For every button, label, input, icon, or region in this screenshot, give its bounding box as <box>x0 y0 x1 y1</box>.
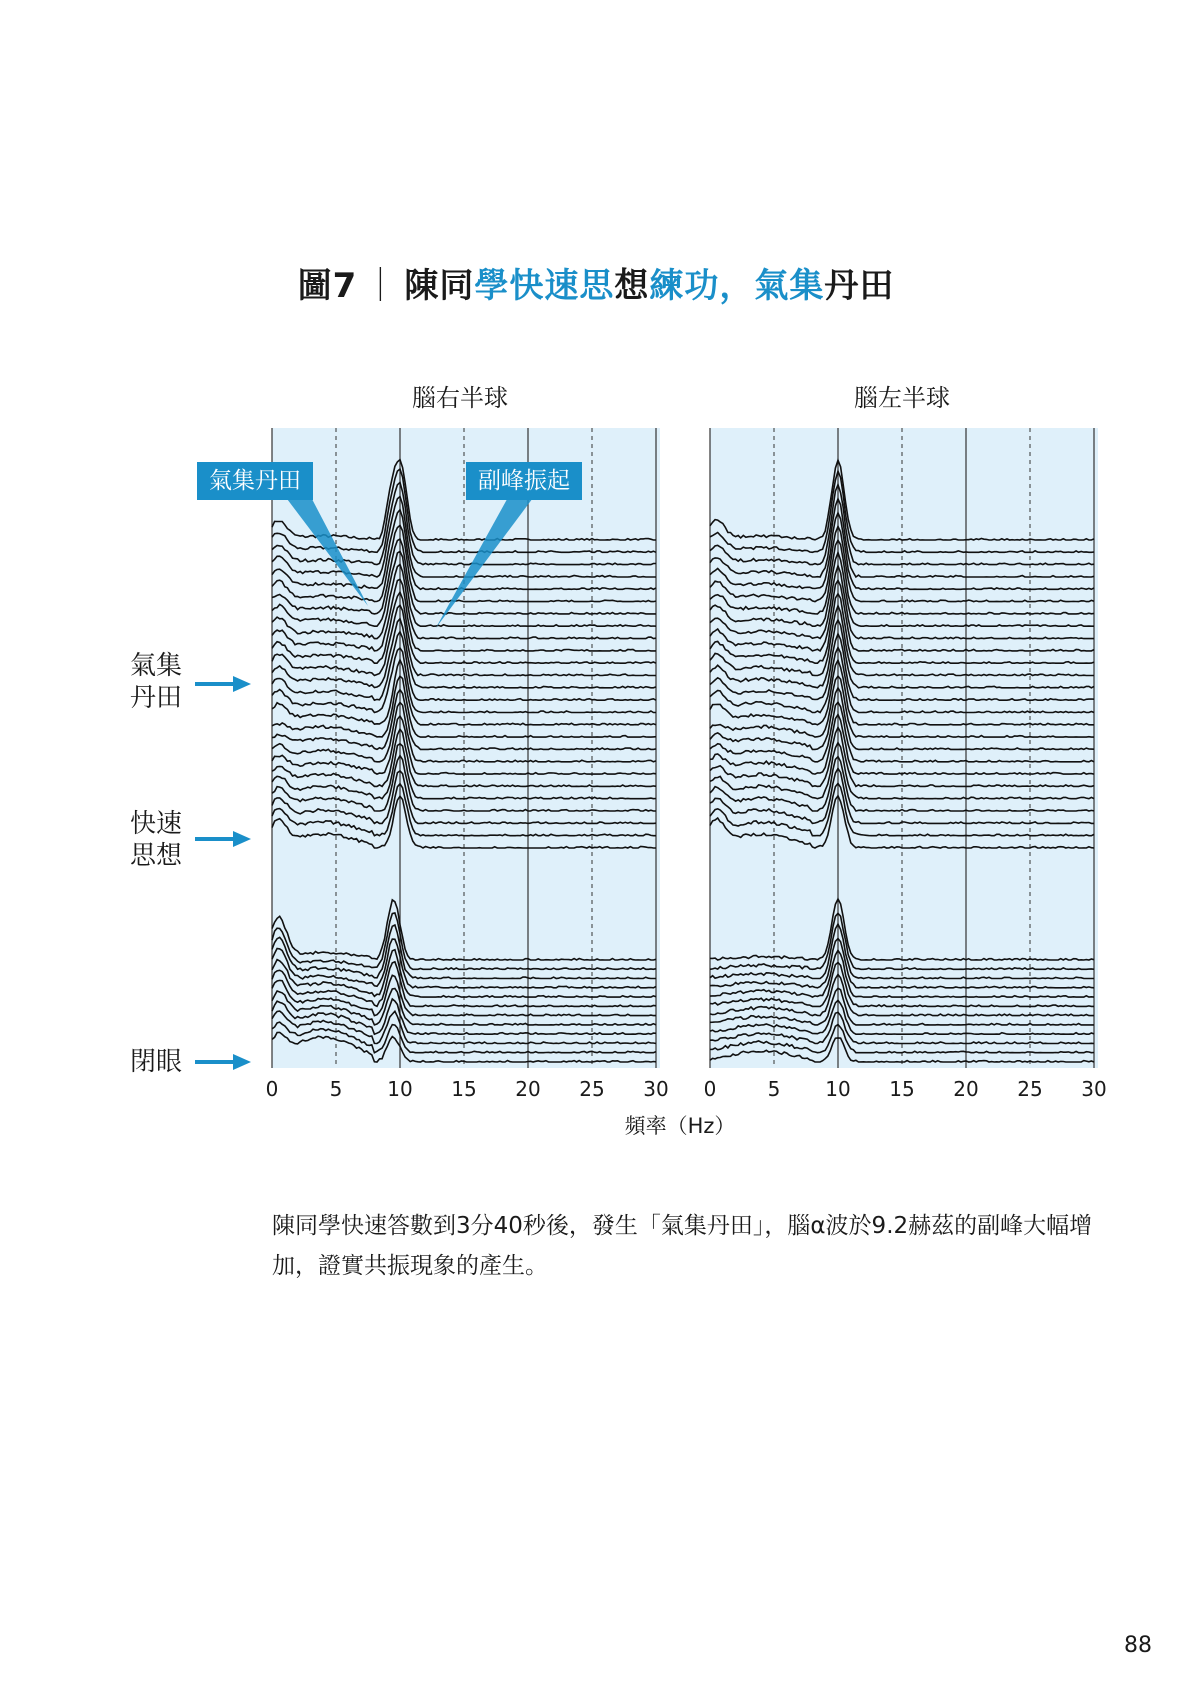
title-part-e: 丹田 <box>824 266 895 306</box>
x-tick-label: 20 <box>515 1077 541 1101</box>
x-tick-label: 30 <box>643 1077 669 1101</box>
arrow-right-icon <box>195 829 251 849</box>
title-part-d: 練功，氣集 <box>649 266 825 306</box>
side-label-qi-dantian <box>130 650 190 714</box>
x-tick-label: 25 <box>579 1077 605 1101</box>
x-tick-label: 15 <box>451 1077 477 1101</box>
figure-title <box>0 258 1192 307</box>
side-label-fast-thinking <box>130 808 190 872</box>
x-axis-label: 頻率（Hz） <box>624 1114 736 1138</box>
x-tick-label: 5 <box>329 1077 343 1101</box>
panel-title-left-hemisphere: 腦左半球 <box>854 384 950 412</box>
page-number: 88 <box>1124 1633 1152 1658</box>
side-label-eyes-closed <box>130 1046 190 1078</box>
x-tick-label: 30 <box>1081 1077 1107 1101</box>
x-tick-label: 25 <box>1017 1077 1043 1101</box>
title-part-a: 陳同 <box>404 266 475 306</box>
side-label-eyes-closed-text: 閉眼 <box>130 1047 183 1077</box>
title-part-c: 想 <box>614 266 650 306</box>
arrow-right-icon <box>195 1052 251 1072</box>
figure-number: 圖7 <box>297 266 358 306</box>
side-label-qi-text: 氣集 丹田 <box>130 651 183 713</box>
spectral-waterfall-chart <box>0 400 1192 1120</box>
x-tick-label: 10 <box>387 1077 413 1101</box>
panel-title-right-hemisphere: 腦右半球 <box>412 384 508 412</box>
x-tick-label: 15 <box>889 1077 915 1101</box>
figure-caption: 陳同學快速答數到3分40秒後，發生「氣集丹田」，腦α波於9.2赫茲的副峰大幅增加，證實共振現象的產生。 <box>272 1213 1093 1279</box>
title-part-b: 學快速思 <box>474 266 615 306</box>
callout-sub-peak: 副峰振起 <box>466 462 582 500</box>
x-tick-label: 10 <box>825 1077 851 1101</box>
x-tick-label: 20 <box>953 1077 979 1101</box>
side-label-fast-thinking-text: 快速 思想 <box>130 809 183 871</box>
x-tick-label: 0 <box>265 1077 279 1101</box>
title-separator: ｜ <box>363 266 399 306</box>
arrow-right-icon <box>195 674 251 694</box>
x-tick-label: 0 <box>703 1077 717 1101</box>
x-tick-label: 5 <box>767 1077 781 1101</box>
callout-qi-dantian: 氣集丹田 <box>197 462 313 500</box>
